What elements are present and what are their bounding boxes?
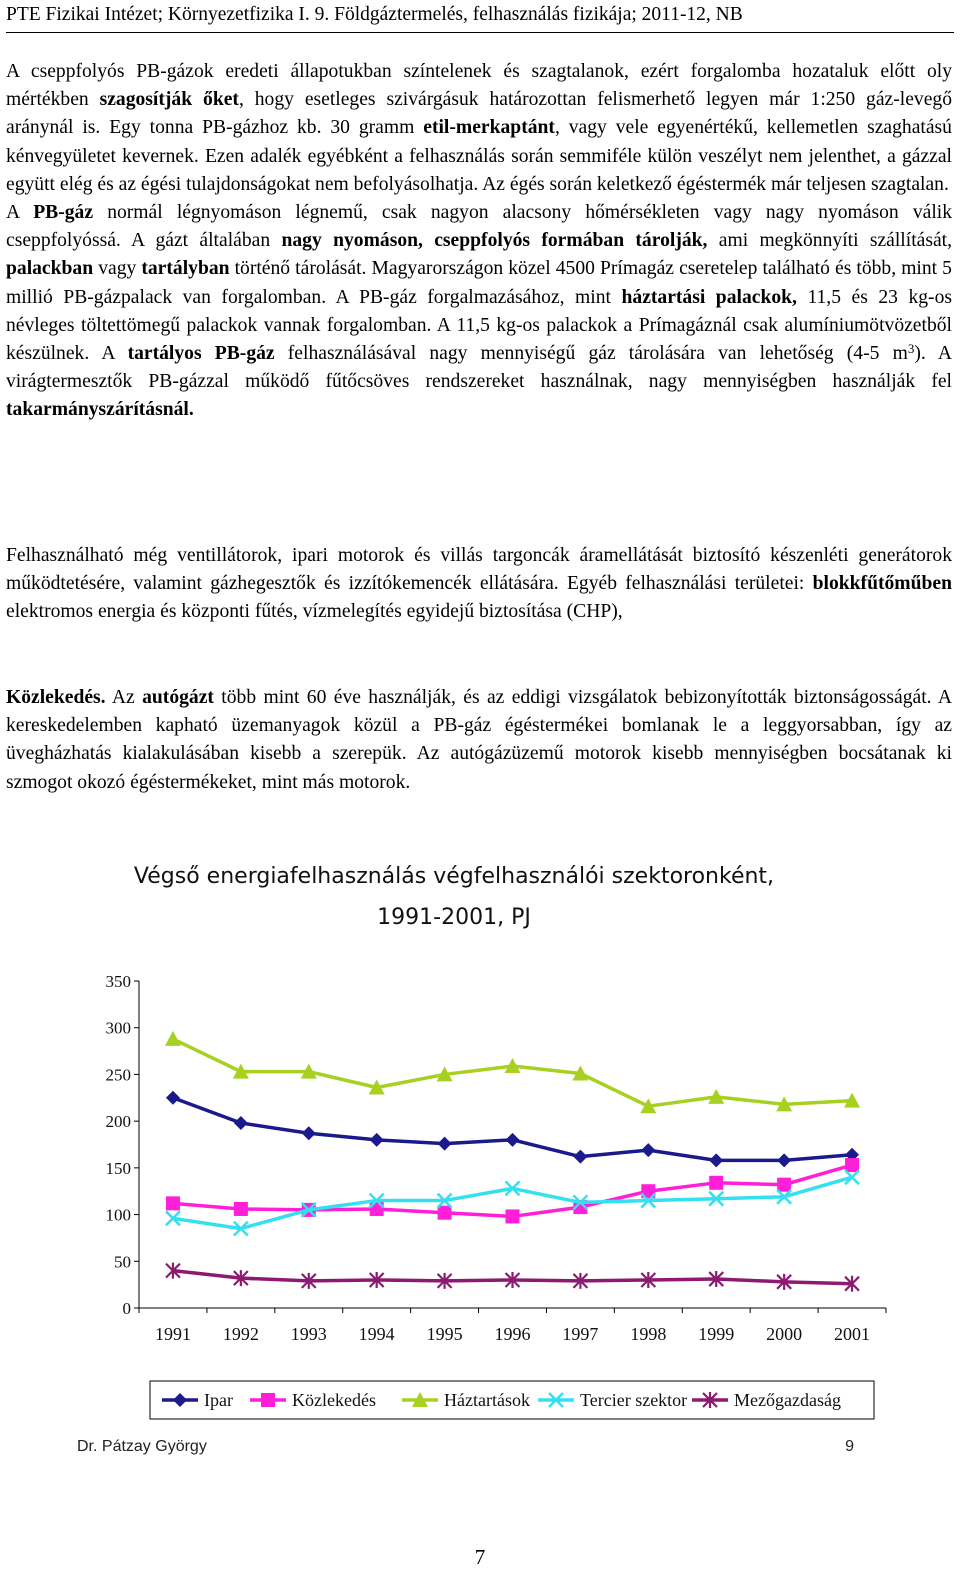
y-tick-label: 100 (105, 1205, 131, 1225)
text-run: A cseppfolyós PB-gázok eredeti állapotukban színtelenek és szagtalanok, ezért forgalomba hozataluk előtt oly mértékben (6, 61, 952, 111)
data-point (234, 1116, 248, 1130)
text-run: több mint 60 éve használják, és az eddigi vizsgálatok bebizonyították biztonságosságát. A kereskedelemben kapható üzemanyagok közül a PB-gáz égéstermékei bomlanak le a leggyorsabban, így az üvegházhatás kialakulásában kisebb a szerepük. Az autógázüzemű motorok kisebb mennyiségben bocsátanak ki szmogot okozó égéstermékeket, mint más motorok. (6, 687, 953, 793)
data-point (166, 1196, 180, 1210)
x-tick-label: 1997 (562, 1324, 599, 1344)
x-tick-label: 1999 (698, 1324, 735, 1344)
x-tick-label: 1996 (494, 1324, 531, 1344)
y-tick-label: 300 (105, 1018, 131, 1038)
paragraph-usage (6, 542, 952, 627)
legend-label: Közlekedés (292, 1390, 376, 1410)
y-tick-label: 150 (105, 1158, 131, 1178)
bold-text-run: háztartási palackok, (621, 286, 797, 308)
bold-text-run: takarmányszárításnál. (6, 399, 194, 421)
y-tick-label: 350 (105, 972, 131, 991)
text-run: , hogy esetleges szivárgásuk határozottan felismerhető legyen már 1:250 gáz-levegő aránynál is. Egy tonna PB-gázhoz kb. 30 gramm (6, 89, 952, 139)
paragraph-pb-gas (6, 58, 952, 425)
bold-text-run: nagy nyomáson, cseppfolyós formában tárolják, (281, 230, 708, 252)
text-run: ). A virágtermesztők PB-gázzal működő fűtőcsöves rendszereket használnak, nagy mennyiségben használják fel (6, 343, 952, 393)
x-tick-label: 1998 (630, 1324, 667, 1344)
y-tick-label: 0 (122, 1299, 131, 1318)
series-line (173, 1098, 852, 1161)
data-point (438, 1206, 452, 1220)
legend-marker (261, 1393, 275, 1407)
text-run: A (6, 202, 34, 224)
text-run: elektromos energia és központi fűtés, vízmelegítés egyidejű biztosítása (CHP), (6, 601, 623, 623)
data-point (573, 1150, 587, 1164)
x-tick-label: 1994 (358, 1324, 395, 1344)
chart-subtitle: 1991-2001, PJ (377, 905, 531, 930)
slide-number: 9 (845, 1438, 854, 1455)
text-run: 3 (907, 341, 915, 357)
data-point (777, 1178, 791, 1192)
bold-text-run: tartályos PB-gáz (127, 343, 275, 365)
data-point (845, 1158, 859, 1172)
data-point (777, 1153, 791, 1167)
paragraph-transport (6, 684, 952, 797)
bold-text-run: Közlekedés. (6, 687, 106, 708)
data-point (641, 1143, 655, 1157)
bold-text-run: blokkfűtőműben (812, 573, 952, 595)
data-point (506, 1209, 520, 1223)
text-run: történő tárolását. Magyarországon közel 4500 Prímagáz cseretelep található és több, mint 5 millió PB-gázpalack van forgalomban. A PB-gáz forgalmazásához, mint (6, 258, 952, 308)
data-point (506, 1133, 520, 1147)
data-point (709, 1153, 723, 1167)
x-tick-label: 2000 (766, 1324, 803, 1344)
bold-text-run: autógázt (142, 687, 214, 708)
text-run: normál légnyomáson légnemű, csak nagyon alacsony hőmérsékleten vagy nagy nyomáson válik cseppfolyóssá. A gázt általában (6, 202, 952, 252)
text-run: felhasználásával nagy mennyiségű gáz tárolására van lehetőség (4-5 m (274, 343, 908, 365)
x-tick-label: 1992 (222, 1324, 259, 1344)
energy-chart (72, 835, 892, 1465)
bold-text-run: tartályban (141, 258, 230, 280)
data-point (302, 1126, 316, 1140)
text-run: Az (105, 687, 143, 708)
text-run: Felhasználható még ventillátorok, ipari motorok és villás targoncák áramellátását biztosító készenléti generátorok működtetésére, valamint gázhegesztők és izzítókemencék ellátására. Egyéb felhasználási területei: (6, 545, 952, 595)
data-point (234, 1202, 248, 1216)
y-tick-label: 50 (114, 1252, 131, 1272)
data-point (370, 1133, 384, 1147)
y-tick-label: 200 (105, 1112, 131, 1132)
text-run: , vagy vele egyenértékű, kellemetlen szaghatású kénvegyületet kevernek. Ezen adalék egyébként a felhasználás során semmiféle külön veszélyt nem jelenthet, a gázzal együtt elég és az égési tulajdonságokat nem befolyásolhatja. Az égés során keletkező égéstermék már teljesen szagtalan. (6, 117, 952, 195)
page-header: PTE Fizikai Intézet; Környezetfizika I. 9. Földgáztermelés, felhasználás fizikája; 2011-12, NB (6, 2, 954, 33)
y-tick-label: 250 (105, 1065, 131, 1085)
legend-marker (173, 1393, 187, 1407)
data-point (166, 1091, 180, 1105)
legend-label: Háztartások (444, 1390, 530, 1410)
text-run: vagy (93, 258, 142, 280)
legend-label: Mezőgazdaság (734, 1390, 841, 1410)
bold-text-run: etil-merkaptánt (423, 117, 555, 139)
legend-label: Tercier szektor (580, 1390, 688, 1410)
slide-author: Dr. Pátzay György (77, 1438, 207, 1455)
series-line (173, 1165, 852, 1216)
bold-text-run: PB-gáz (33, 202, 94, 224)
x-tick-label: 2001 (834, 1324, 871, 1344)
bold-text-run: szagosítják őket (99, 89, 239, 111)
x-tick-label: 1993 (290, 1324, 327, 1344)
text-run: ami megkönnyíti szállítását, (707, 230, 953, 252)
text-run: 11,5 és 23 kg-os névleges töltettömegű palackok vannak forgalomban. A 11,5 kg-os palackok a Prímagáznál csak alumíniumötvözetből készülnek. A (6, 286, 952, 365)
page-number: 7 (474, 1545, 486, 1569)
data-point (709, 1176, 723, 1190)
bold-text-run: palackban (6, 258, 94, 280)
chart-title: Végső energiafelhasználás végfelhasználói szektoronként, (133, 864, 775, 889)
x-tick-label: 1995 (426, 1324, 463, 1344)
legend-label: Ipar (204, 1390, 233, 1410)
x-tick-label: 1991 (154, 1324, 191, 1344)
data-point (165, 1031, 181, 1046)
chart-slide (72, 835, 892, 1465)
data-point (438, 1137, 452, 1151)
